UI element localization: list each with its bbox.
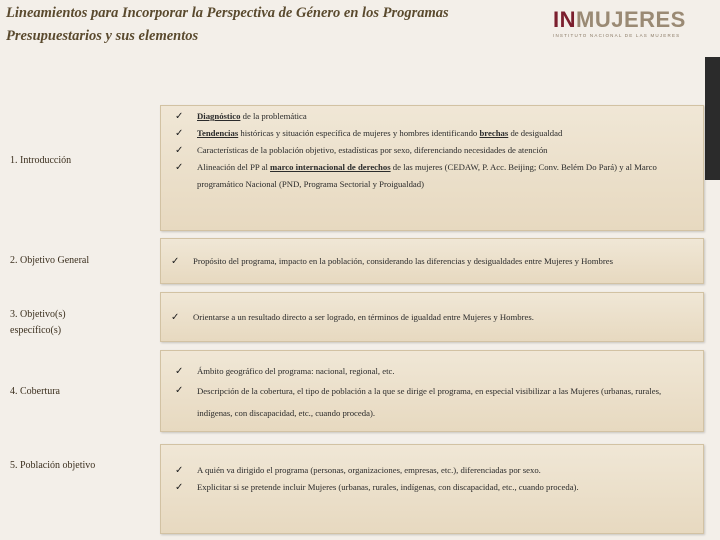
list-item [165,159,703,193]
check-icon: ✓ [175,145,184,156]
list-item [165,462,703,479]
bullet-list-objetivo-general [161,253,703,270]
bullet-text: históricas y situación específica de mujeres y hombres identificando [238,128,480,138]
bullet-list-cobertura [165,363,703,424]
logo-main: MUJERES [576,7,686,32]
check-icon: ✓ [175,385,184,396]
panel-cobertura [160,350,704,432]
list-item [161,253,703,270]
slide-title-line-2: Presupuestarios y sus elementos [6,28,199,44]
check-icon: ✓ [175,366,184,377]
bullet-text: de las mujeres (CEDAW, P. Acc. Beijing; Conv. Belém Do Pará) y al Marco programático Nacional (PND, Programa Sectorial y Proigualdad) [197,162,657,189]
check-icon: ✓ [175,111,184,122]
bullet-list-objetivos-especificos [161,309,703,326]
panel-poblacion-objetivo [160,444,704,534]
bullet-text: Propósito del programa, impacto en la población, considerando las diferencias y desigualdades entre Mujeres y Hombres [193,256,614,266]
section-label-objetivo-general: 2. Objetivo General [10,255,90,266]
check-icon: ✓ [175,465,184,476]
list-item [165,108,703,125]
section-label-poblacion-objetivo: 5. Población objetivo [10,460,96,471]
bullet-text: Características de la población objetivo, estadísticas por sexo, diferenciando necesidades de atención [197,145,548,155]
bullet-text: Alineación del PP al [197,162,271,172]
check-icon: ✓ [175,482,184,493]
bullet-text: Orientarse a un resultado directo a ser logrado, en términos de igualdad entre Mujeres y Hombres. [193,312,534,322]
bullet-text: de la problemática [240,111,307,121]
bullet-text: Descripción de la cobertura, el tipo de población a la que se dirige el programa, en especial visibilizar a las Mujeres (urbanas, rurales, indígenas, con discapacidad, etc., cuando proceda). [197,386,662,418]
keyword-diagnostico: Diagnóstico [197,111,241,121]
logo-prefix: IN [553,7,576,32]
bullet-text: de desigualdad [508,128,563,138]
side-tab [705,57,720,180]
keyword-brechas: brechas [479,128,509,138]
list-item [165,125,703,142]
bullet-list-poblacion-objetivo [165,462,703,496]
panel-introduccion [160,105,704,231]
slide-title-line-1: Lineamientos para Incorporar la Perspectiva de Género en los Programas [6,5,449,21]
bullet-text: Explicitar si se pretende incluir Mujeres (urbanas, rurales, indígenas, con discapacidad, etc., cuando proceda). [197,482,579,492]
section-label-objetivos-especificos: 3. Objetivo(s) específico(s) [10,309,66,336]
bullet-text: Ámbito geográfico del programa: nacional, regional, etc. [197,366,395,376]
slide-title [6,2,506,48]
check-icon: ✓ [171,312,180,323]
section-label-introduccion: 1. Introducción [10,155,72,166]
panel-objetivo-general [160,238,704,284]
list-item [161,309,703,326]
check-icon: ✓ [175,128,184,139]
check-icon: ✓ [171,256,180,267]
keyword-tendencias: Tendencias [197,128,239,138]
check-icon: ✓ [175,162,184,173]
logo-subtitle: INSTITUTO NACIONAL DE LAS MUJERES [553,33,681,38]
inmujeres-logo [553,8,698,44]
panel-objetivos-especificos [160,292,704,342]
list-item [165,380,703,424]
list-item [165,479,703,496]
bullet-list-introduccion [165,108,703,193]
bullet-text: A quién va dirigido el programa (personas, organizaciones, empresas, etc.), diferenciadas por sexo. [197,465,541,475]
keyword-marco-internacional: marco internacional de derechos [270,162,391,172]
logo-wordmark [553,8,698,32]
section-label-cobertura: 4. Cobertura [10,386,60,397]
list-item [165,363,703,380]
list-item [165,142,703,159]
